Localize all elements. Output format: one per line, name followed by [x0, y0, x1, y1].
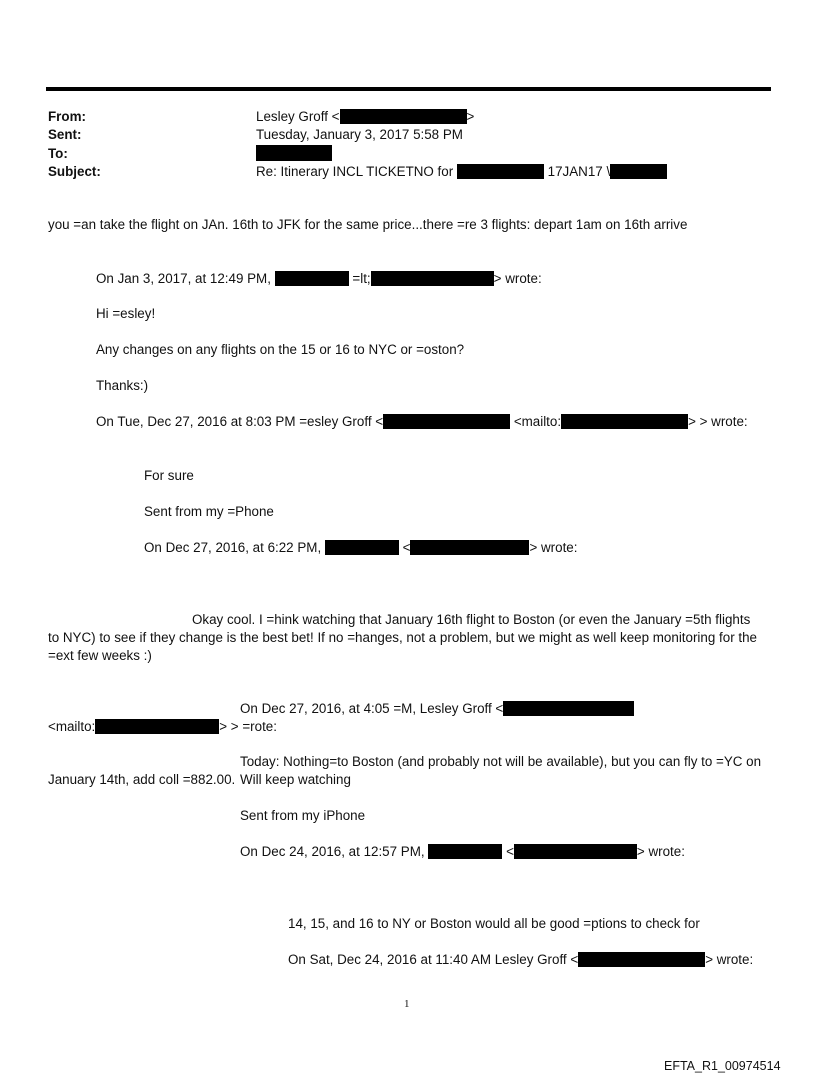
quote3-header: [144, 540, 577, 556]
document-id: EFTA_R1_00974514: [664, 1059, 781, 1073]
quote5-lt: <: [506, 844, 514, 859]
quote4-today-line2b: Will keep watching: [240, 772, 351, 787]
from-name: Lesley Groff <: [256, 109, 340, 124]
quote4-header: [240, 701, 634, 717]
quote3-lt: <: [402, 540, 411, 555]
redaction-block: [371, 271, 494, 286]
quote1-thanks: Thanks:): [96, 378, 149, 393]
quote5-suffix: > wrote:: [636, 844, 685, 859]
sent-value: Tuesday, January 3, 2017 5:58 PM: [256, 127, 463, 142]
quote1-question: Any changes on any flights on the 15 or 16 to NYC or =oston?: [96, 342, 465, 357]
quote6-suffix: > wrote:: [705, 952, 754, 967]
quote1-prefix: On Jan 3, 2017, at 12:49 PM,: [96, 271, 271, 286]
redaction-block: [561, 414, 688, 429]
to-label: To:: [48, 146, 68, 161]
quote2-suffix: > > wrote:: [688, 414, 748, 429]
quote3-suffix: > wrote:: [529, 540, 578, 555]
quote6-header: [288, 952, 753, 968]
quote5-options: 14, 15, and 16 to NY or Boston would all be good =ptions to check for: [288, 916, 700, 931]
subject-value: [256, 164, 667, 180]
redaction-block: [340, 109, 467, 124]
redaction-block: [610, 164, 667, 179]
redaction-block: [457, 164, 544, 179]
redaction-block: [410, 540, 529, 555]
to-value: [256, 145, 332, 162]
quote6-prefix: On Sat, Dec 24, 2016 at 11:40 AM Lesley Groff <: [288, 952, 579, 967]
redaction-block: [383, 414, 510, 429]
quote2-forsure: For sure: [144, 468, 194, 483]
redaction-block: [503, 701, 634, 716]
redaction-block: [578, 952, 705, 967]
subject-prefix: Re: Itinerary INCL TICKETNO for: [256, 164, 454, 179]
quote4-sent: Sent from my iPhone: [240, 808, 366, 823]
quote5-header: [240, 844, 685, 860]
quote1-header: [96, 271, 542, 287]
quote4-suffix: > > =rote:: [219, 719, 277, 734]
redaction-block: [428, 844, 502, 859]
quote4-today-line2a: January 14th, add coll =882.00.: [48, 772, 236, 787]
quote1-greeting: Hi =esley!: [96, 306, 156, 321]
subject-mid: 17JAN17 \: [547, 164, 611, 179]
quote2-mailto: <mailto:: [513, 414, 562, 429]
quote2-header: [96, 414, 748, 430]
quote2-prefix: On Tue, Dec 27, 2016 at 8:03 PM =esley Groff <: [96, 414, 384, 429]
sent-label: Sent:: [48, 127, 82, 142]
quote3-prefix: On Dec 27, 2016, at 6:22 PM,: [144, 540, 322, 555]
redaction-block: [325, 540, 399, 555]
quote4-mailto-line: [48, 719, 277, 735]
redaction-block: [275, 271, 349, 286]
quote1-mid: =lt;: [352, 271, 371, 286]
from-label: From:: [48, 109, 86, 124]
reply-line: you =an take the flight on JAn. 16th to JFK for the same price...there =re 3 flights: depart 1am on 16th arrive: [48, 217, 688, 232]
quote4-today-line1: Today: Nothing=to Boston (and probably not will be available), but you can fly to =YC on: [240, 754, 762, 769]
quote3-para-line1: Okay cool. I =hink watching that January 16th flight to Boston (or even the January =5th flights: [192, 612, 751, 627]
header-divider: [46, 87, 771, 91]
quote4-mailto: <mailto:: [48, 719, 96, 734]
redaction-block: [95, 719, 219, 734]
quote3-para-line3: =ext few weeks :): [48, 648, 152, 663]
from-value: [256, 109, 474, 125]
page-number: 1: [404, 998, 410, 1010]
subject-label: Subject:: [48, 164, 101, 179]
quote5-prefix: On Dec 24, 2016, at 12:57 PM,: [240, 844, 425, 859]
quote2-sent: Sent from my =Phone: [144, 504, 274, 519]
quote3-para-line2: to NYC) to see if they change is the best bet! If no =hanges, not a problem, but we might as well keep monitoring for the: [48, 630, 757, 645]
redaction-block: [256, 145, 332, 161]
redaction-block: [514, 844, 637, 859]
quote4-prefix: On Dec 27, 2016, at 4:05 =M, Lesley Groff <: [240, 701, 504, 716]
from-close: >: [466, 109, 475, 124]
quote1-suffix: > wrote:: [493, 271, 542, 286]
